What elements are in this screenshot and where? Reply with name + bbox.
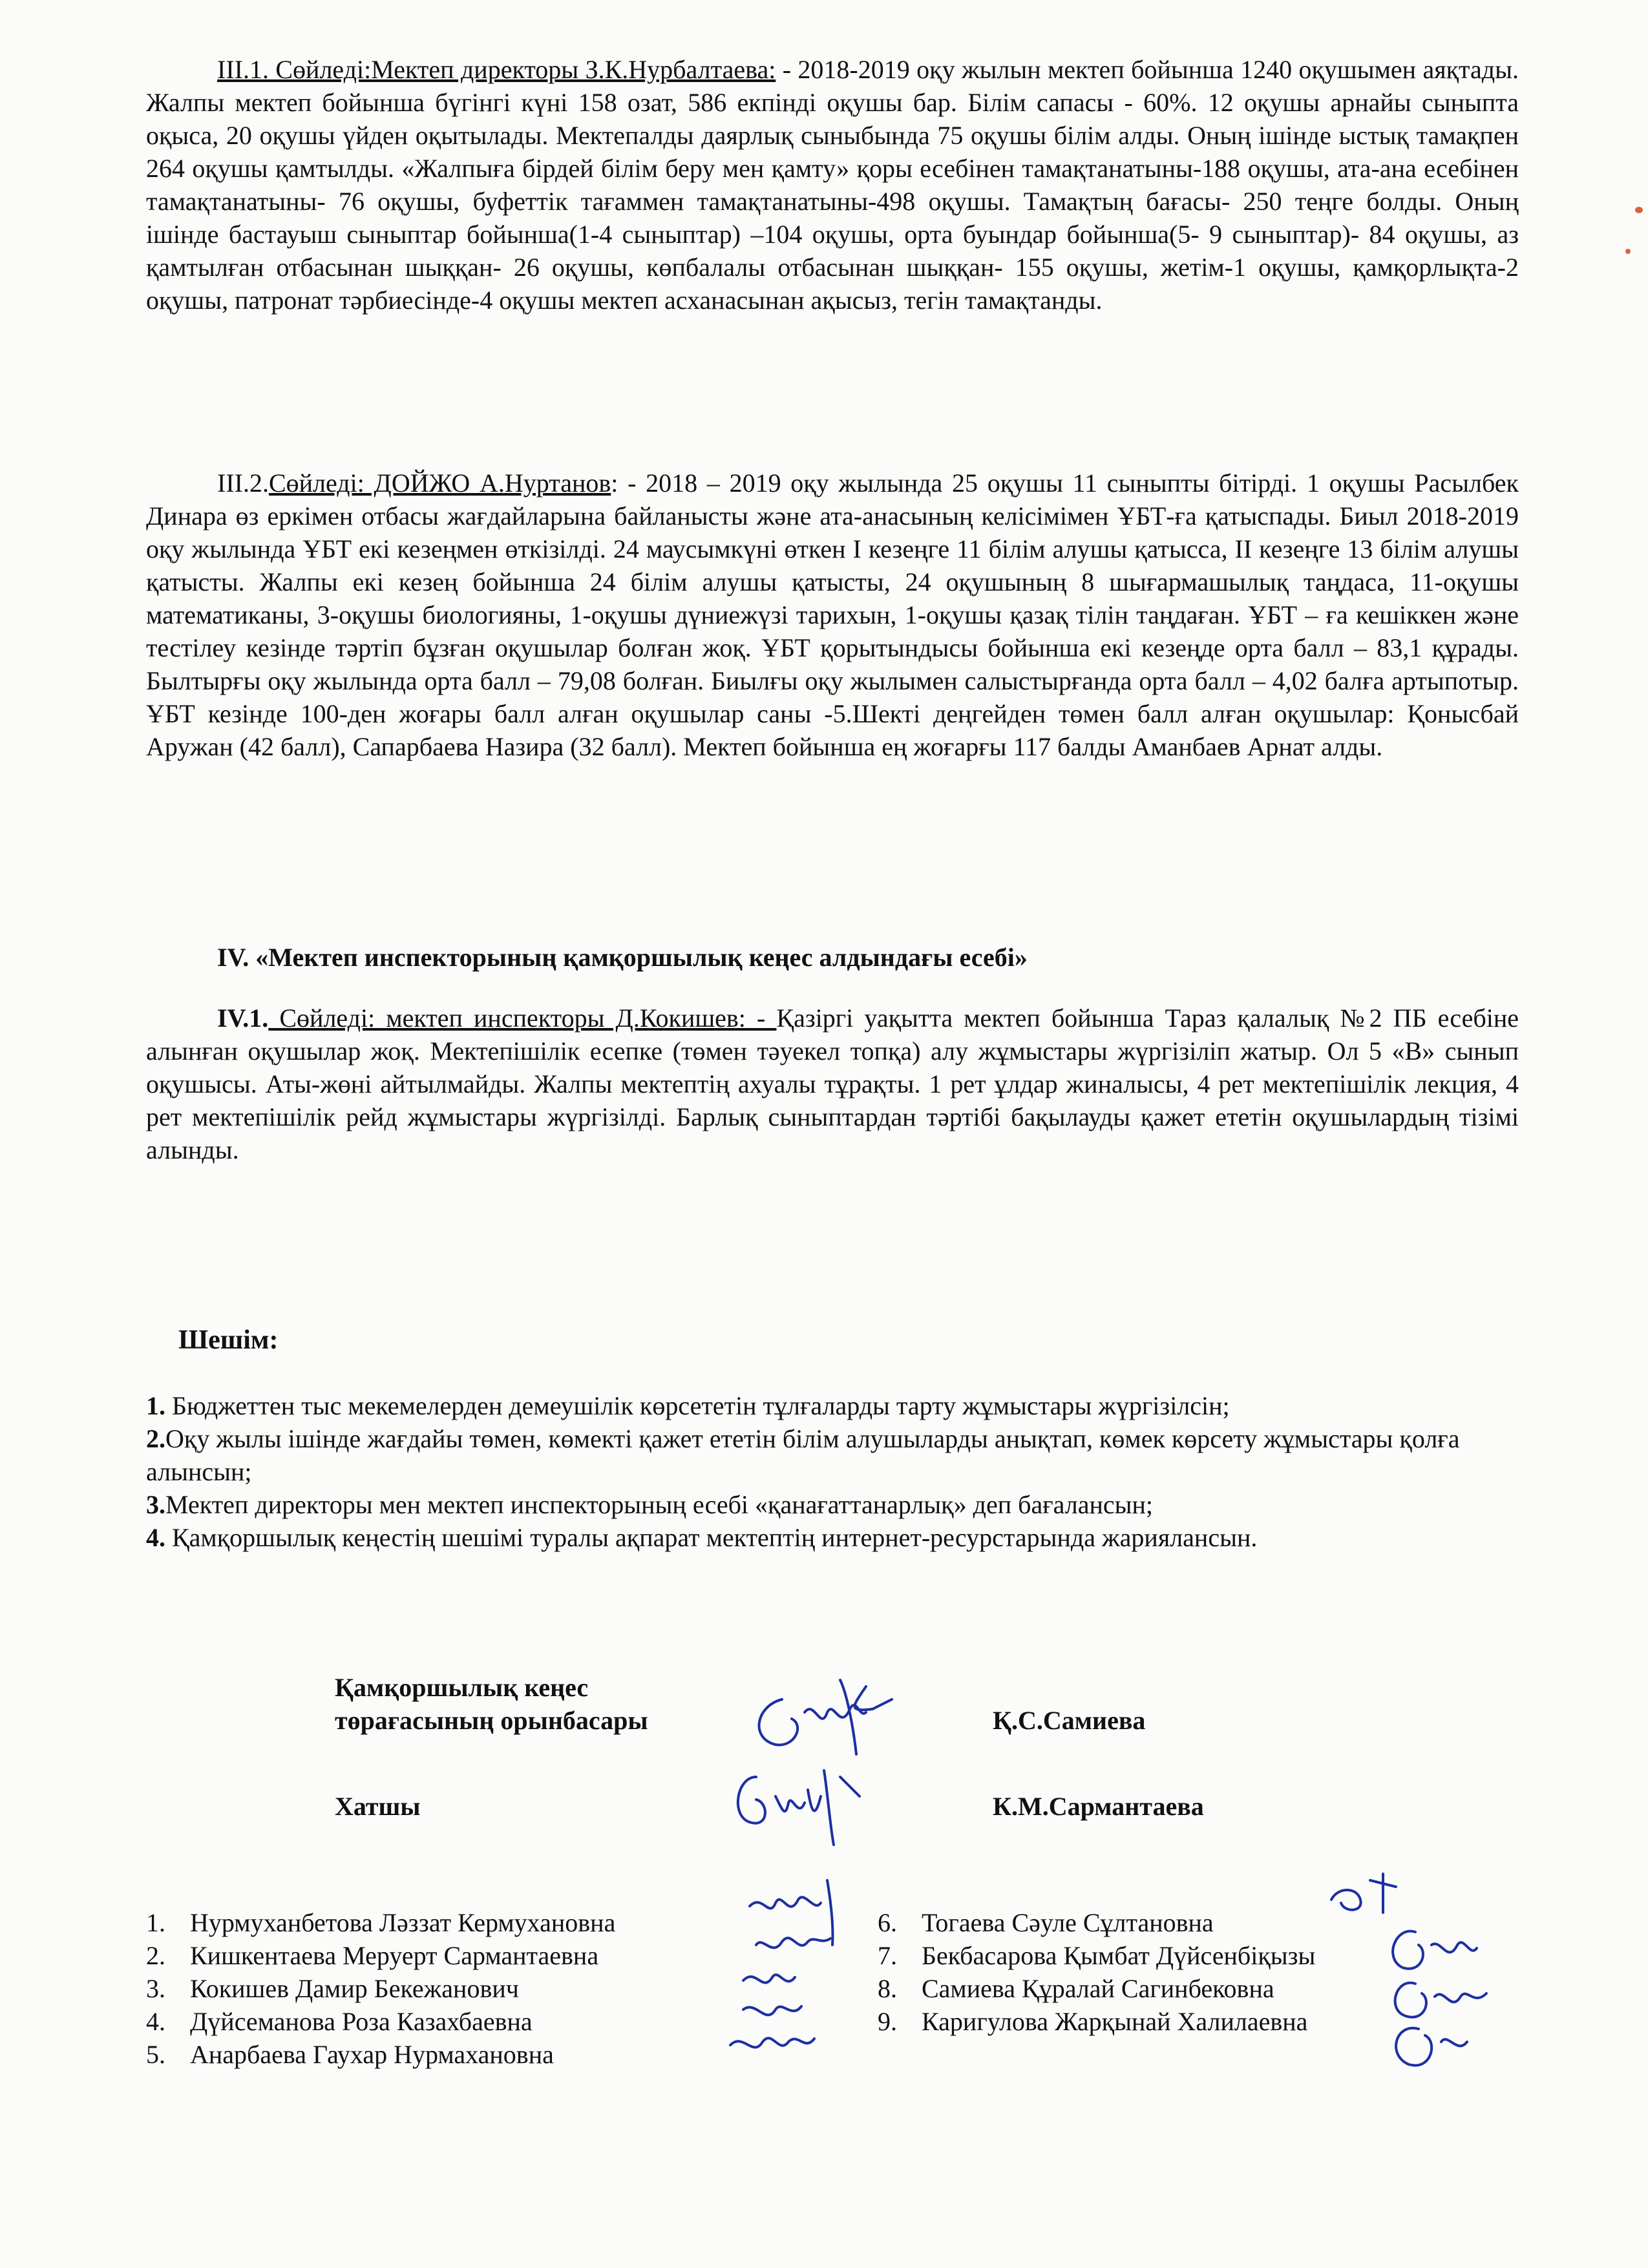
section-3-2-num: III.2. [217,468,269,498]
deputy-title [335,1671,648,1737]
decision-item-num: 2. [146,1424,165,1453]
member-row [878,1972,1315,2005]
section-3-1-text: - 2018-2019 оқу жылын мектеп бойынша 1240 оқушымен аяқтады. Жалпы мектеп бойынша бүгінгі күні 158 озат, 586 екпінді оқушы бар. Білім сапасы - 60%. 12 оқушы арнайы сыныпта оқыса, 20 оқушы үйден оқытылады. Мектепалды даярлық сыныбында 75 оқушы білім алды. Оның ішінде ыстық тамақпен 264 оқушы қамтылды. «Жалпыға бірдей білім беру мен қамту» қоры есебінен тамақтанатыны-188 оқушы, ата-ана есебінен тамақтанатыны- 76 оқушы, буфеттік тағаммен тамақтанатыны-498 оқушы. Тамақтың бағасы- 250 теңге болды. Оның ішінде бастауыш сыныптар бойынша(1-4 сыныптар) –104 оқушы, орта буындар бойынша(5- 9 сыныптар)- 84 оқушы, аз қамтылған отбасынан шыққан- 26 оқушы, көпбалалы отбасынан шыққан- 155 оқушы, жетім-1 оқушы, қамқорлықта-2 оқушы, патронат тәрбиесінде-4 оқушы мектеп асханасынан ақысыз, тегін тамақтанды. [146,55,1519,315]
decision-item [146,1422,1519,1488]
secretary-name: К.М.Сармантаева [993,1792,1204,1821]
section-3-1-paragraph [146,53,1519,317]
member-name: Нурмуханбетова Ләззат Кермухановна [190,1908,616,1937]
decision-item [146,1488,1519,1521]
member-row [878,1939,1315,1972]
decision-item-num: 1. [146,1391,165,1420]
member-name: Кокишев Дамир Бекежанович [190,1974,519,2003]
members-right-signatures-image [1305,1861,1499,2081]
decision-item-text: Мектеп директоры мен мектеп инспекторының есебі «қанағаттанарлық» деп бағалансын; [165,1490,1154,1519]
member-row [146,1906,615,1939]
section-3-2-paragraph [146,467,1519,763]
section-3-2-lead: Сөйледі: ДОЙЖО А.Нуртанов [268,468,611,498]
member-row [146,1939,615,1972]
scan-speck [1635,207,1643,213]
deputy-title-line-2: төрағасының орынбасары [335,1706,648,1735]
member-name: Каригулова Жарқынай Халилаевна [922,2007,1308,2036]
decision-item-text: Оқу жылы ішінде жағдайы төмен, көмекті қажет ететін білім алушыларды анықтап, көмек көрсету жұмыстары қолға алынсын; [146,1424,1460,1486]
decision-item-num: 4. [146,1523,165,1552]
secretary-signature-image [711,1758,879,1848]
section-4-heading: IV. «Мектеп инспекторының қамқоршылық кеңес алдындағы есебі» [217,943,1028,972]
scan-speck [1625,249,1631,254]
member-name: Дүйсеманова Роза Казахбаевна [190,2007,533,2036]
member-num: 9. [878,2007,897,2036]
decision-item-num: 3. [146,1490,165,1519]
section-3-2-text: : - 2018 – 2019 оқу жылында 25 оқушы 11 сыныпты бітірді. 1 оқушы Расылбек Динара өз еркімен отбасы жағдайларына байланысты және ата-анасының келісімімен ҰБТ-ға қатыспады. Биыл 2018-2019 оқу жылында ҰБТ екі кезеңмен өткізілді. 24 маусымкүні өткен I кезеңге 11 білім алушы қатысса, II кезеңге 13 білім алушы қатысты. Жалпы екі кезең бойынша 24 білім алушы қатысты, 24 оқушының 8 шығармашылық таңдаса, 11-оқушы математиканы, 3-оқушы биологияны, 1-оқушы дүниежүзі тарихын, 1-оқушы қазақ тілін таңдаған. ҰБТ – ға кешіккен және тестілеу кезінде тәртіп бұзған оқушылар болған жоқ. ҰБТ қорытындысы бойынша екі кезеңде орта балл – 83,1 құрады. Былтырғы оқу жылында орта балл – 79,08 болған. Биылғы оқу жылымен салыстырғанда орта балл – 4,02 балға артыпотыр. ҰБТ кезінде 100-ден жоғары балл алған оқушылар саны -5.Шекті деңгейден төмен балл алған оқушылар: Қонысбай Аружан (42 балл), Сапарбаева Назира (32 балл). Мектеп бойынша ең жоғарғы 117 балды Аманбаев Арнат алды. [146,468,1519,761]
deputy-title-line-1: Қамқоршылық кеңес [335,1673,589,1702]
members-list-left [146,1906,615,2071]
member-row [146,1972,615,2005]
member-num: 3. [146,1974,165,2003]
member-num: 8. [878,1974,897,2003]
member-name: Кишкентаева Меруерт Сармантаевна [190,1941,599,1970]
member-num: 6. [878,1908,897,1937]
decision-item [146,1389,1519,1422]
deputy-signature-image [743,1674,911,1758]
decision-item-text: Қамқоршылық кеңестің шешімі туралы ақпарат мектептің интернет-ресурстарында жариялансын. [165,1523,1258,1552]
member-num: 5. [146,2040,165,2069]
decision-item [146,1521,1519,1554]
member-name: Самиева Құралай Сагинбековна [922,1974,1274,2003]
member-row [146,2005,615,2038]
members-left-signatures-image [737,1874,879,2068]
deputy-name: Қ.С.Самиева [993,1706,1146,1735]
decision-item-text: Бюджеттен тыс мекемелерден демеушілік көрсететін тұлғаларды тарту жұмыстары жүргізілсін; [165,1391,1230,1420]
member-row [878,2005,1315,2038]
member-num: 4. [146,2007,165,2036]
members-list-right [878,1906,1315,2038]
secretary-title: Хатшы [335,1792,421,1821]
section-4-1-paragraph [146,1002,1519,1166]
section-3-1-lead: III.1. Сөйледі:Мектеп директоры З.К.Нурбалтаева: [217,55,776,84]
member-name: Анарбаева Гаухар Нурмахановна [190,2040,554,2069]
member-row [146,2038,615,2071]
member-num: 1. [146,1908,165,1937]
member-name: Бекбасарова Қымбат Дүйсенбіқызы [922,1941,1316,1970]
section-4-1-lead: Сөйледі: мектеп инспекторы Д.Кокишев: - [268,1003,777,1033]
member-num: 7. [878,1941,897,1970]
section-4-1-text: Қазіргі уақытта мектеп бойынша Тараз қалалық №2 ПБ есебіне алынған оқушылар жоқ. Мектепішілік есепке (төмен тәуекел топқа) алу жұмыстары жүргізіліп жатыр. Ол 5 «В» сынып оқушысы. Аты-жөні айтылмайды. Жалпы мектептің ахуалы тұрақты. 1 рет ұлдар жиналысы, 4 рет мектепішілік лекция, 4 рет мектепішілік рейд жұмыстары жүргізілді. Барлық сыныптардан тәртібі бақылауды қажет ететін оқушылардың тізімі алынды. [146,1003,1519,1164]
section-4-1-num: IV.1. [217,1003,269,1033]
decision-list [146,1389,1519,1554]
decision-title: Шешім: [178,1325,279,1355]
member-num: 2. [146,1941,165,1970]
member-name: Тогаева Сәуле Сұлтановна [922,1908,1214,1937]
member-row [878,1906,1315,1939]
